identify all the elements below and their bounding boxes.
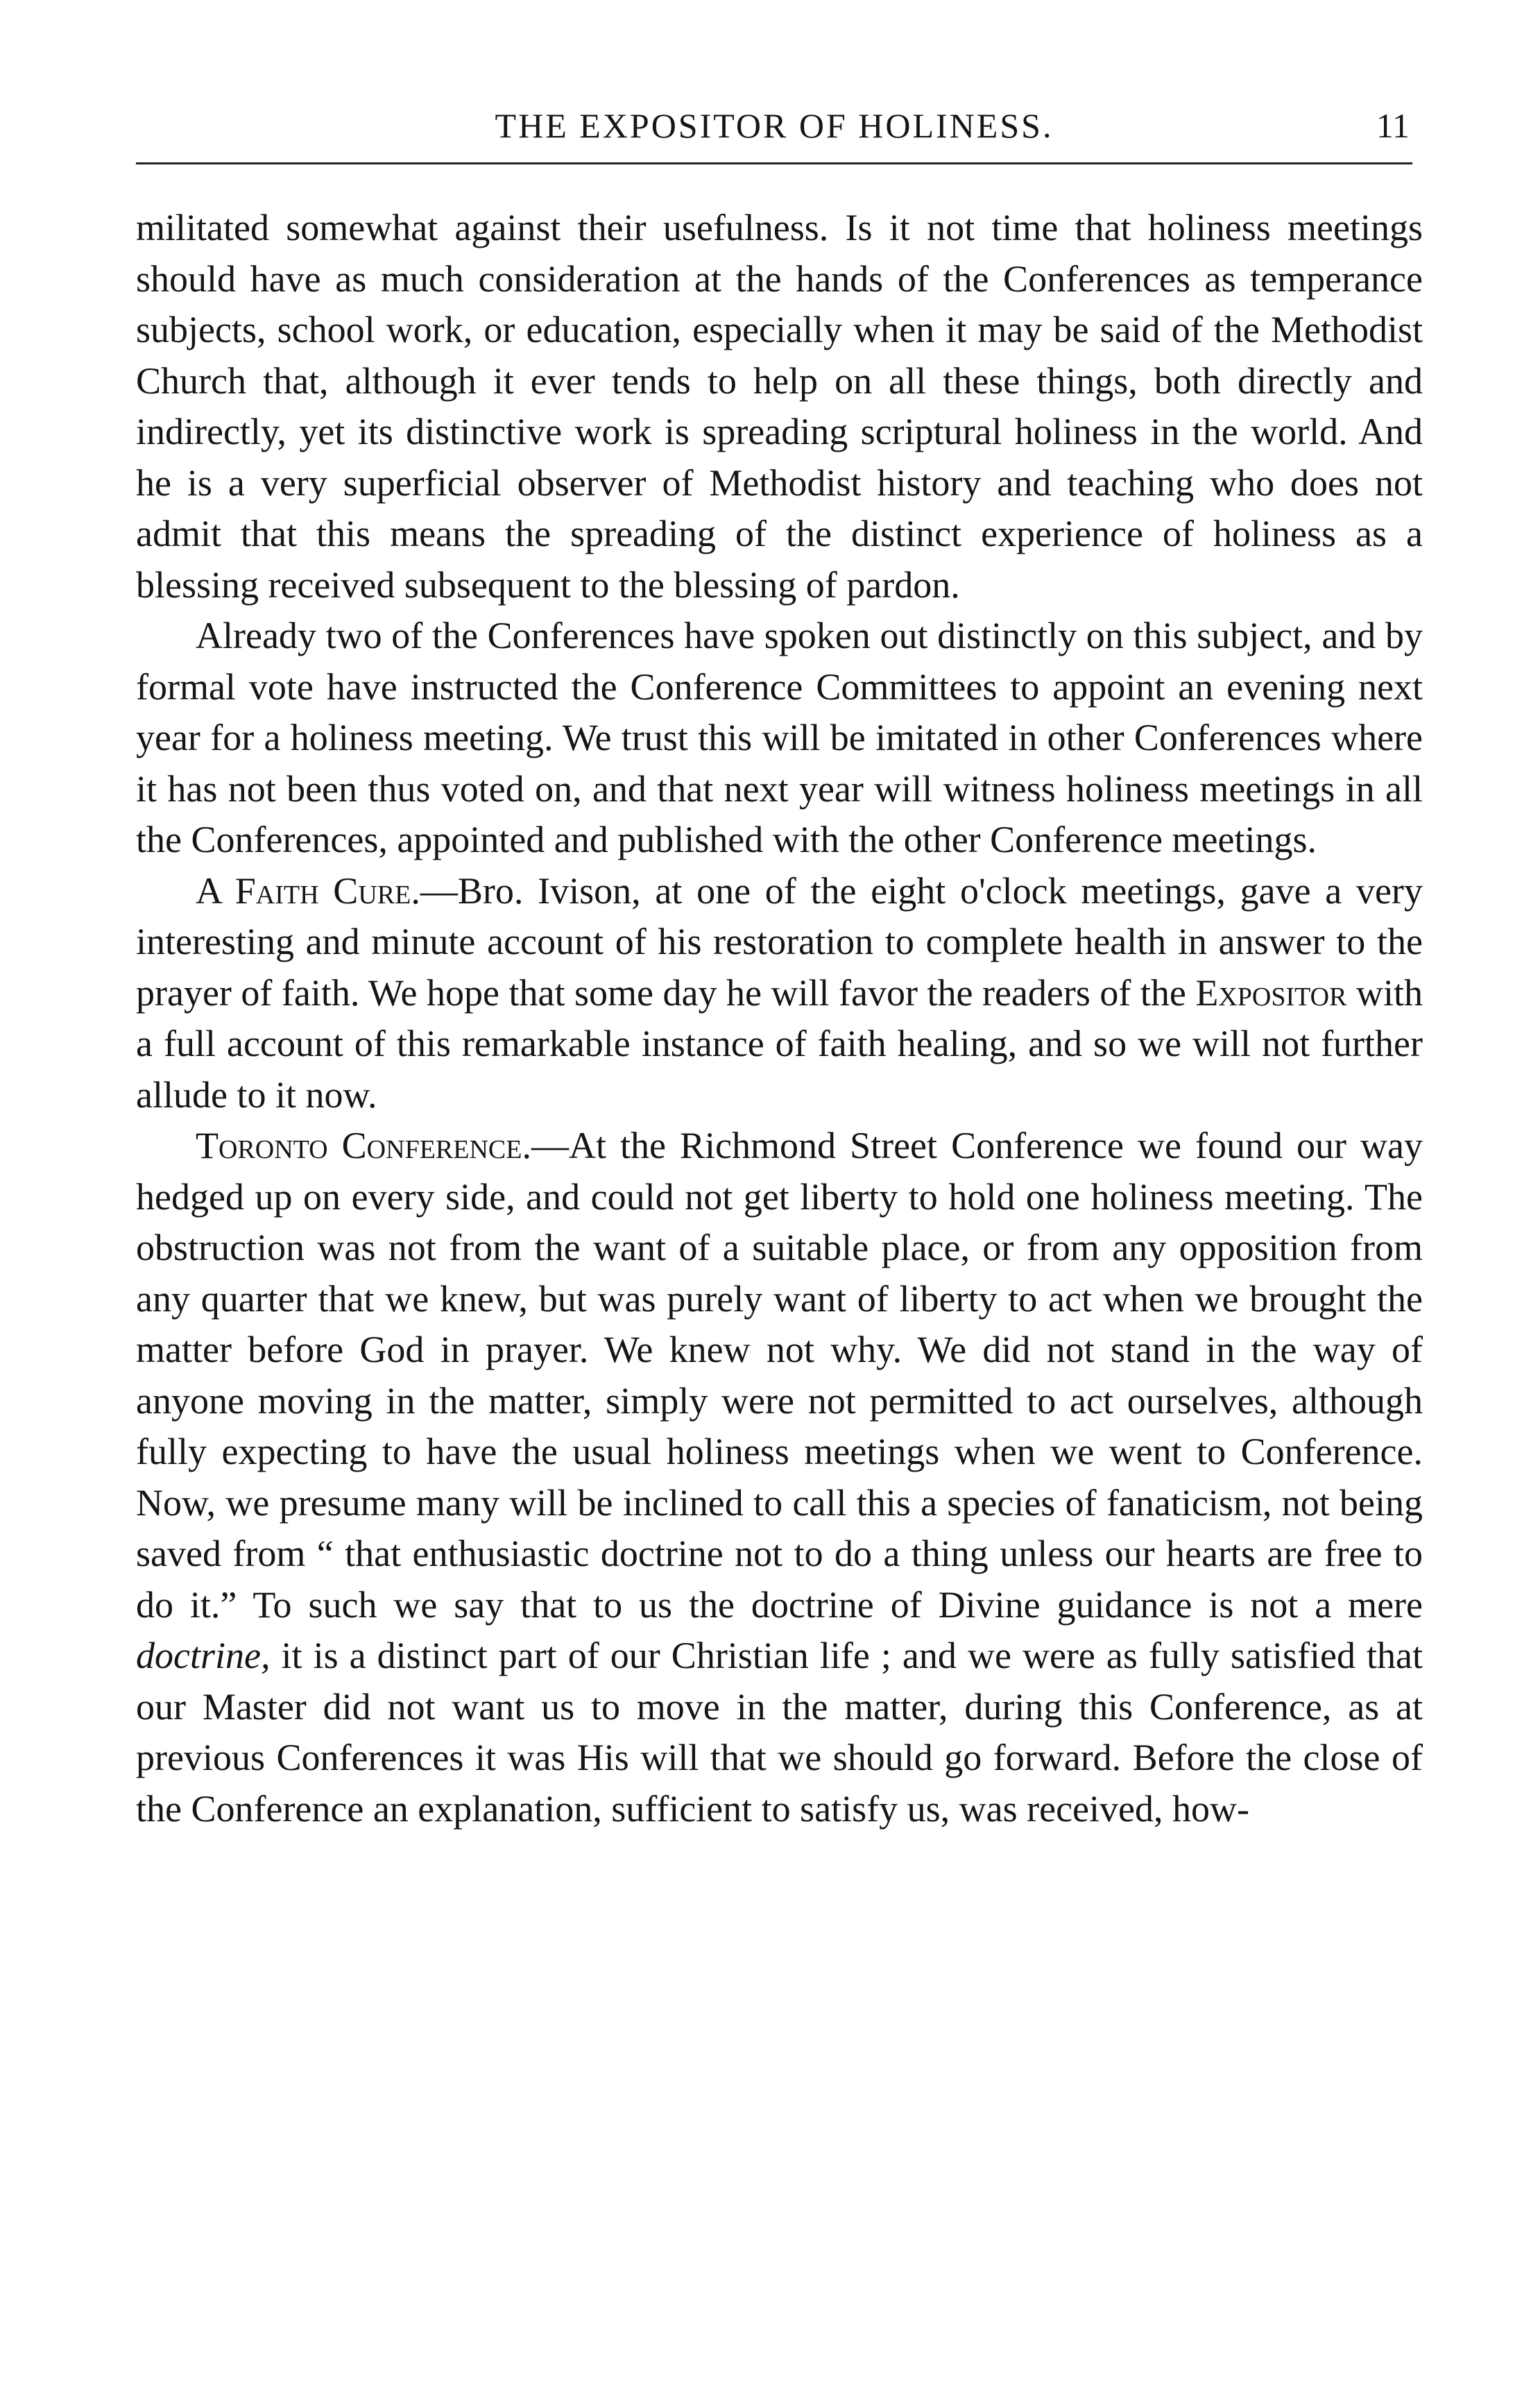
- page-number: 11: [1376, 106, 1410, 145]
- faith-cure-text-b: with a full account of this remarkable instance of faith healing, and so we will not further allude to it now.: [136, 971, 1423, 1116]
- section-heading-toronto-conference: Toronto Conference.: [196, 1125, 531, 1166]
- section-heading-faith-cure: A Faith Cure.: [196, 869, 420, 912]
- toronto-text-a: —At the Richmond Street Conference we found our way hedged up on every side, and could not get liberty to hold one holiness meeting. The obstruction was not from the want of a suitable place, or from any opposition from any quarter that we knew, but was purely want of liberty to act when we brought the matter before God in prayer. We knew not why. We did not stand in the way of anyone moving in the matter, simply were not permitted to act ourselves, although fully expecting to have the usual holiness meetings when we went to Conference. Now, we presume many will be inclined to call this a species of fanaticism, not being saved from “ that enthusiastic doctrine not to do a thing unless our hearts are free to do it.” To such we say that to us the doctrine of Divine guidance is not a mere: [136, 1125, 1423, 1626]
- paragraph-conferences: Already two of the Conferences have spoken out distinctly on this subject, and by formal vote have instructed the Conference Committees to appoint an evening next year for a holiness meeting. We trust this will be imitated in other Conferences where it has not been thus voted on, and that next year will witness holiness meetings in all the Conferences, appointed and published with the other Conference meetings.: [136, 615, 1423, 860]
- header-rule: [136, 162, 1412, 164]
- toronto-text-b: it is a distinct part of our Christian life ; and we were as fully satisfied that our Master did not want us to move in the matter, during this Conference, as at previous Conferences it was His will that we should go forward. Before the close of the Conference an explanation, sufficient to satisfy us, was received, how-: [136, 1635, 1423, 1830]
- faith-cure-text-a: —Bro. Ivison, at one of the eight o'clock meetings, gave a very interesting and minute account of his restoration to complete health in answer to the prayer of faith. We hope that some day he will favor the readers of the: [136, 869, 1423, 1014]
- paragraph-continued: militated somewhat against their usefulness. Is it not time that holiness meetings should have as much consideration at the hands of the Conferences as temperance subjects, school work, or education, especially when it may be said of the Methodist Church that, although it ever tends to help on all these things, both directly and indirectly, yet its distinctive work is spreading scriptural holiness in the world. And he is a very superficial observer of Methodist history and teaching who does not admit that this means the spreading of the distinct experience of holiness as a blessing received subsequent to the blessing of pardon.: [136, 207, 1423, 606]
- running-title: THE EXPOSITOR OF HOLINESS.: [495, 106, 1054, 145]
- body-text: [136, 203, 1423, 1834]
- doctrine-italic: doctrine,: [136, 1635, 271, 1676]
- paragraph-toronto-conference: [136, 1121, 1423, 1834]
- paragraph-faith-cure: [136, 866, 1423, 1121]
- expositor-name: Expositor: [1195, 971, 1347, 1014]
- running-head: [136, 101, 1412, 150]
